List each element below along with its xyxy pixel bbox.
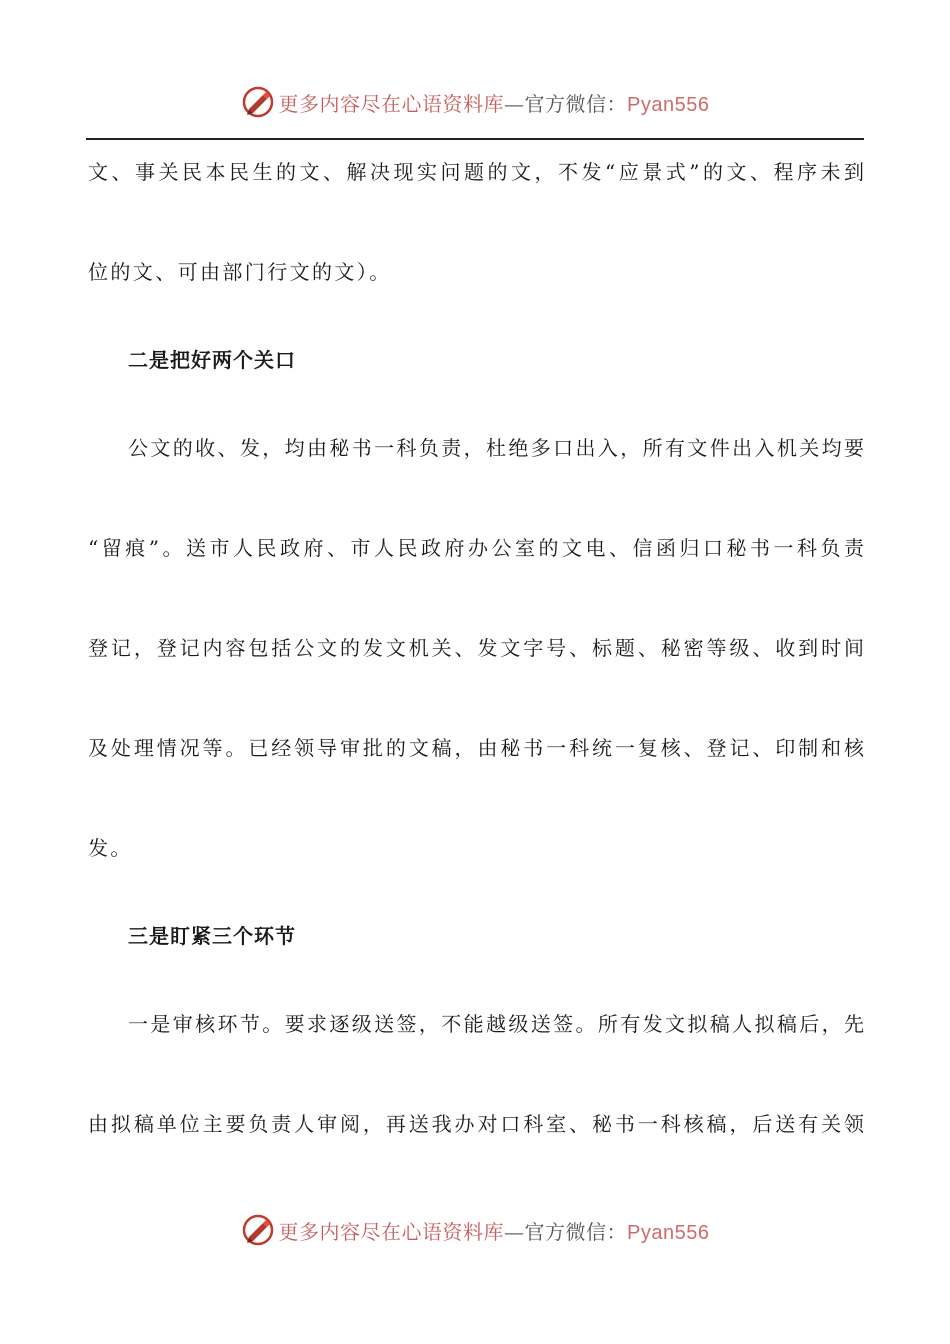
paragraph-line: 及处理情况等。已经领导审批的文稿，由秘书一科统一复核、登记、印制和核 <box>88 736 864 760</box>
banner-official-label: 官方微信： <box>524 91 628 116</box>
banner-separator: — <box>504 1219 525 1244</box>
section-heading: 三是盯紧三个环节 <box>128 924 296 948</box>
document-body <box>88 148 864 1148</box>
paragraph-line: 发。 <box>88 836 133 860</box>
banner-text <box>279 1216 710 1245</box>
paragraph-line: 一是审核环节。要求逐级送签，不能越级送签。所有发文拟稿人拟稿后，先 <box>128 1012 864 1036</box>
banner-separator: — <box>504 91 525 116</box>
paragraph-line: 由拟稿单位主要负责人审阅，再送我办对口科室、秘书一科核稿，后送有关领 <box>88 1112 864 1136</box>
banner-wechat-id: Pyan556 <box>627 93 710 116</box>
paragraph-line: 位的文、可由部门行文的文）。 <box>88 260 392 284</box>
banner-wechat-id: Pyan556 <box>627 1221 710 1244</box>
paragraph-line: 登记，登记内容包括公文的发文机关、发文字号、标题、秘密等级、收到时间 <box>88 636 864 660</box>
footer-banner <box>0 1210 950 1250</box>
section-heading: 二是把好两个关口 <box>128 348 296 372</box>
pen-logo-icon <box>241 1213 275 1247</box>
header-banner <box>0 82 950 122</box>
header-rule <box>86 138 864 140</box>
paragraph-line: “留痕”。送市人民政府、市人民政府办公室的文电、信函归口秘书一科负责 <box>88 536 864 560</box>
banner-text <box>279 88 710 117</box>
paragraph-line: 公文的收、发，均由秘书一科负责，杜绝多口出入，所有文件出入机关均要 <box>128 436 864 460</box>
banner-slogan: 更多内容尽在心语资料库 <box>278 91 505 116</box>
pen-logo-icon <box>241 85 275 119</box>
banner-slogan: 更多内容尽在心语资料库 <box>278 1219 505 1244</box>
banner-official-label: 官方微信： <box>524 1219 628 1244</box>
paragraph-line: 文、事关民本民生的文、解决现实问题的文，不发“应景式”的文、程序未到 <box>88 160 864 184</box>
